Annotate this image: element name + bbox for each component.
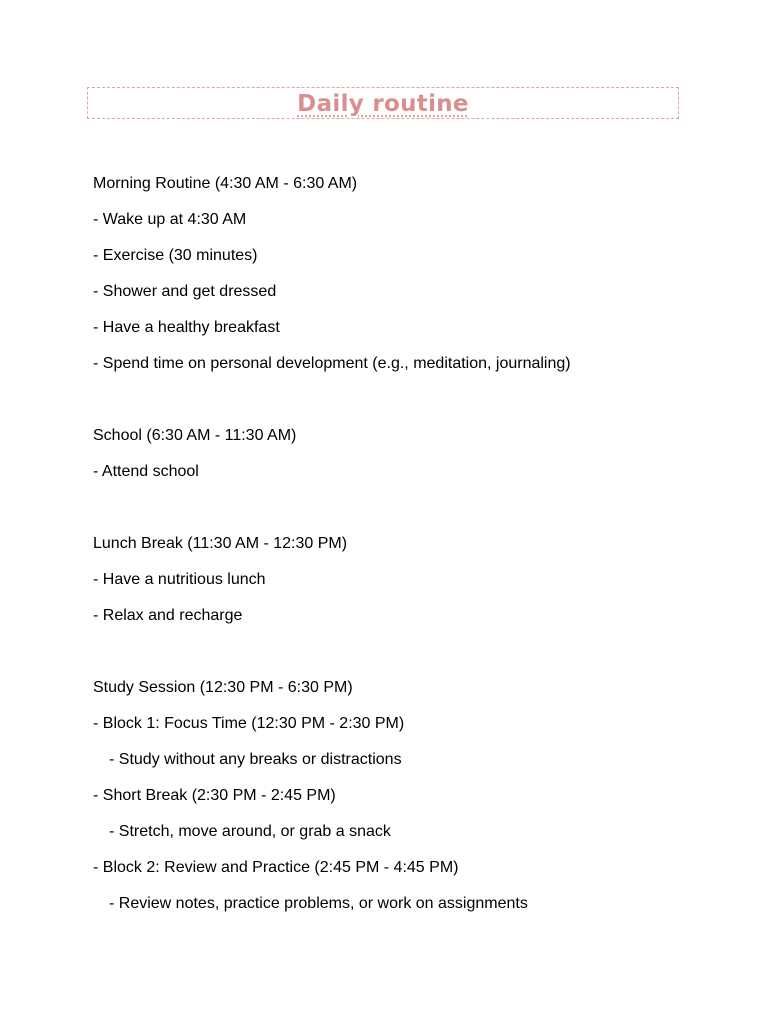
list-item: - Short Break (2:30 PM - 2:45 PM) <box>93 787 336 804</box>
list-item: - Block 2: Review and Practice (2:45 PM - 4:45 PM) <box>93 859 459 876</box>
blank-line <box>93 496 733 532</box>
sub-list-item: - Review notes, practice problems, or work on assignments <box>109 895 528 912</box>
list-item: - Spend time on personal development (e.g., meditation, journaling) <box>93 355 571 372</box>
section-heading-study: Study Session (12:30 PM - 6:30 PM) <box>93 679 353 696</box>
list-item: - Wake up at 4:30 AM <box>93 211 247 228</box>
document-body <box>93 172 733 928</box>
document-title: Daily routine <box>297 91 469 117</box>
list-item: - Have a healthy breakfast <box>93 319 280 336</box>
section-heading-morning: Morning Routine (4:30 AM - 6:30 AM) <box>93 175 358 192</box>
list-item: - Have a nutritious lunch <box>93 571 266 588</box>
sub-list-item: - Study without any breaks or distractions <box>109 751 402 768</box>
blank-line <box>93 640 733 676</box>
list-item: - Attend school <box>93 463 199 480</box>
section-heading-lunch: Lunch Break (11:30 AM - 12:30 PM) <box>93 535 348 552</box>
list-item: - Block 1: Focus Time (12:30 PM - 2:30 PM) <box>93 715 405 732</box>
title-box <box>87 87 679 119</box>
list-item: - Exercise (30 minutes) <box>93 247 258 264</box>
list-item: - Shower and get dressed <box>93 283 277 300</box>
sub-list-item: - Stretch, move around, or grab a snack <box>109 823 391 840</box>
list-item: - Relax and recharge <box>93 607 243 624</box>
section-heading-school: School (6:30 AM - 11:30 AM) <box>93 427 297 444</box>
blank-line <box>93 388 733 424</box>
